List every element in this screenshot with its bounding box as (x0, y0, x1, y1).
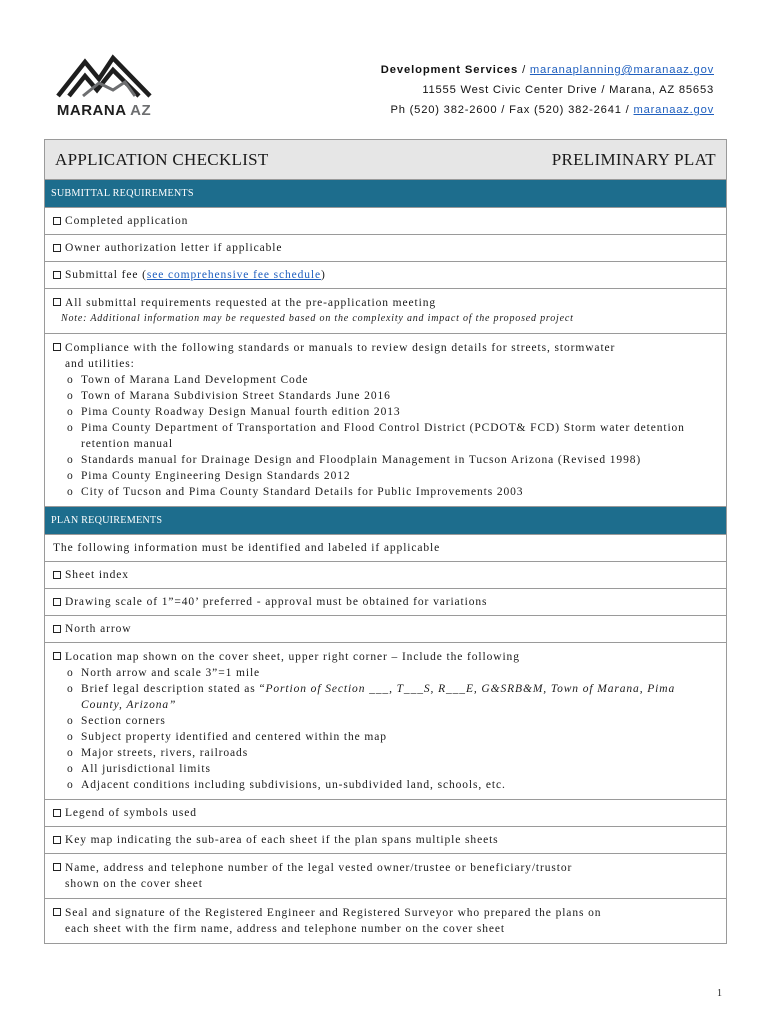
checkbox-icon[interactable] (53, 625, 61, 633)
list-item: o Town of Marana Land Development Code (67, 372, 718, 388)
item-drawing-scale (45, 589, 726, 616)
checkbox-icon[interactable] (53, 217, 61, 225)
item-north-arrow (45, 616, 726, 643)
item-label: Submittal fee ( (65, 269, 147, 281)
item-label: Name, address and telephone number of the legal vested owner/trustee or beneficiary/trustor (65, 862, 573, 874)
list-item: o Subject property identified and centered within the map (67, 729, 718, 745)
phone-fax: Ph (520) 382-2600 / Fax (520) 382-2641 / (390, 104, 630, 116)
item-label-cont: and utilities: (65, 358, 135, 370)
logo-word: MARANA (56, 102, 126, 119)
list-item: o Town of Marana Subdivision Street Standards June 2016 (67, 388, 718, 404)
legal-desc-prefix: Brief legal description stated as “ (81, 683, 266, 695)
page-number: 1 (717, 988, 722, 999)
checkbox-icon[interactable] (53, 863, 61, 871)
item-label: Sheet index (65, 569, 129, 581)
department-name: Development Services (380, 64, 519, 76)
intro-text: The following information must be identified and labeled if applicable (53, 542, 441, 554)
list-item (67, 681, 718, 713)
item-owner-info (45, 854, 726, 899)
contact-line-3 (381, 100, 714, 120)
item-label: All submittal requirements requested at the pre-application meeting (65, 297, 437, 309)
item-label: Owner authorization letter if applicable (65, 242, 283, 254)
website-link[interactable]: maranaaz.gov (633, 104, 714, 116)
list-item: o North arrow and scale 3”=1 mile (67, 665, 718, 681)
checkbox-icon[interactable] (53, 908, 61, 916)
item-label: Completed application (65, 215, 189, 227)
list-item: o City of Tucson and Pima County Standard Details for Public Improvements 2003 (67, 484, 718, 500)
item-label: Key map indicating the sub-area of each sheet if the plan spans multiple sheets (65, 834, 499, 846)
contact-block (381, 60, 714, 120)
mountain-logo-icon (55, 52, 153, 100)
item-submittal-fee (45, 262, 726, 289)
item-label-cont: each sheet with the firm name, address and telephone number on the cover sheet (65, 923, 505, 935)
standards-list (53, 372, 718, 500)
list-item: o Standards manual for Drainage Design and Floodplain Management in Tucson Arizona (Revised 1998) (67, 452, 718, 468)
checkbox-icon[interactable] (53, 343, 61, 351)
checklist-title: APPLICATION CHECKLIST (55, 149, 269, 169)
item-label: North arrow (65, 623, 132, 635)
item-legend (45, 800, 726, 827)
item-compliance-standards (45, 334, 726, 507)
fee-schedule-link[interactable]: see comprehensive fee schedule (146, 269, 322, 281)
checklist-type: PRELIMINARY PLAT (551, 149, 716, 169)
checkbox-icon[interactable] (53, 598, 61, 606)
legal-desc-italic: Portion of Section ___, T___S, R___E, G&SRB&M, Town of Marana, Pima County, Arizona” (81, 683, 676, 711)
item-label: Drawing scale of 1”=40’ preferred - approval must be obtained for variations (65, 596, 488, 608)
list-item: o Section corners (67, 713, 718, 729)
checkbox-icon[interactable] (53, 271, 61, 279)
plan-intro (45, 535, 726, 562)
item-label: Location map shown on the cover sheet, upper right corner – Include the following (65, 651, 520, 663)
item-owner-authorization (45, 235, 726, 262)
checkbox-icon[interactable] (53, 652, 61, 660)
list-item: o All jurisdictional limits (67, 761, 718, 777)
list-item: o Pima County Roadway Design Manual fourth edition 2013 (67, 404, 718, 420)
item-label: Seal and signature of the Registered Engineer and Registered Surveyor who prepared the plans on (65, 907, 602, 919)
email-link[interactable]: maranaplanning@maranaaz.gov (529, 64, 714, 76)
list-item: o Pima County Department of Transportation and Flood Control District (PCDOT& FCD) Storm water detention retention manual (67, 420, 718, 452)
checkbox-icon[interactable] (53, 836, 61, 844)
item-key-map (45, 827, 726, 854)
item-label: Legend of symbols used (65, 807, 197, 819)
separator: / (522, 64, 526, 76)
checkbox-icon[interactable] (53, 809, 61, 817)
section-plan-requirements: PLAN REQUIREMENTS (45, 507, 726, 535)
item-label: Compliance with the following standards or manuals to review design details for streets, stormwater (65, 342, 616, 354)
application-checklist (44, 139, 727, 944)
checkbox-icon[interactable] (53, 244, 61, 252)
item-seal-signature (45, 899, 726, 944)
item-label-suffix: ) (321, 269, 326, 281)
contact-line-1 (381, 60, 714, 80)
marana-logo (55, 52, 153, 122)
list-item: o Major streets, rivers, railroads (67, 745, 718, 761)
address-line: 11555 West Civic Center Drive / Marana, AZ 85653 (422, 84, 714, 96)
item-label-cont: shown on the cover sheet (65, 878, 203, 890)
logo-wordmark (55, 102, 153, 119)
item-note: Note: Additional information may be requested based on the complexity and impact of the proposed project (61, 313, 574, 324)
checklist-header (45, 140, 726, 180)
item-preapp-requirements (45, 289, 726, 334)
checkbox-icon[interactable] (53, 571, 61, 579)
item-sheet-index (45, 562, 726, 589)
list-item: o Pima County Engineering Design Standards 2012 (67, 468, 718, 484)
location-map-list (53, 665, 718, 793)
logo-suffix: AZ (130, 102, 152, 119)
item-location-map (45, 643, 726, 800)
list-item: o Adjacent conditions including subdivisions, un-subdivided land, schools, etc. (67, 777, 718, 793)
item-completed-application (45, 208, 726, 235)
section-submittal-requirements: SUBMITTAL REQUIREMENTS (45, 180, 726, 208)
checkbox-icon[interactable] (53, 298, 61, 306)
